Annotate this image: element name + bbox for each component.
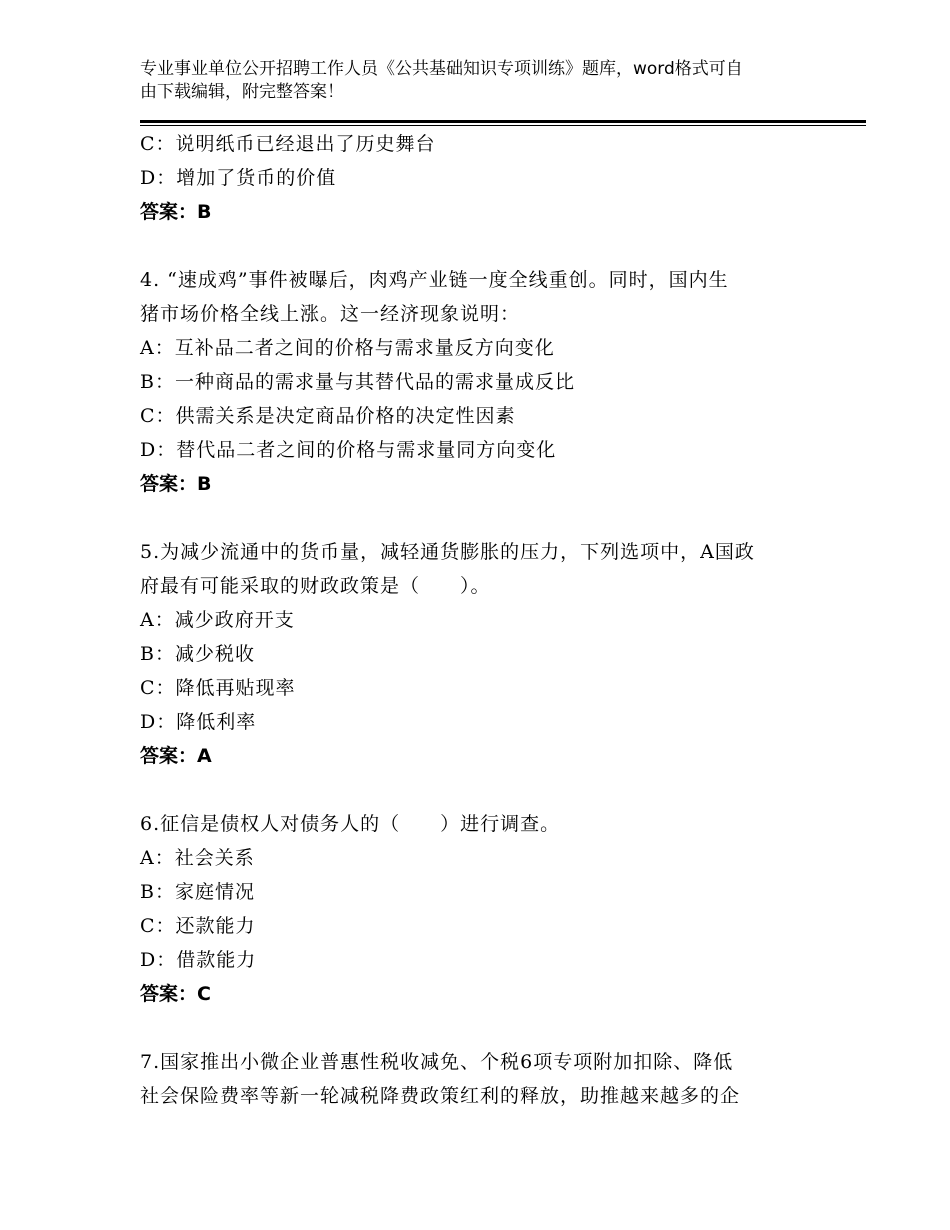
question-stem-line: 5.为减少流通中的货币量，减轻通货膨胀的压力，下列选项中，A国政 <box>140 541 755 563</box>
option-c: C：降低再贴现率 <box>140 677 296 699</box>
question-3 <box>140 127 830 229</box>
header-rule-thick <box>140 120 866 123</box>
question-5 <box>140 535 830 773</box>
question-gap <box>140 229 830 263</box>
header-line-1: 专业事业单位公开招聘工作人员《公共基础知识专项训练》题库，word格式可自 <box>140 59 743 79</box>
question-stem-line: 4. “速成鸡”事件被曝后，肉鸡产业链一度全线重创。同时，国内生 <box>140 269 729 291</box>
question-stem-line: 7.国家推出小微企业普惠性税收减免、个税6项专项附加扣除、降低 <box>140 1051 734 1073</box>
question-6 <box>140 807 830 1011</box>
option-d: D：增加了货币的价值 <box>140 167 337 189</box>
option-a: A：减少政府开支 <box>140 609 295 631</box>
question-stem-line: 社会保险费率等新一轮减税降费政策红利的释放，助推越来越多的企 <box>140 1085 741 1107</box>
answer: 答案：A <box>140 745 212 767</box>
option-b: B：家庭情况 <box>140 881 255 903</box>
answer: 答案：C <box>140 983 211 1005</box>
question-stem-line: 猪市场价格全线上涨。这一经济现象说明： <box>140 303 521 325</box>
header-rule-thin <box>140 125 866 126</box>
page-header <box>140 58 830 104</box>
option-a: A：互补品二者之间的价格与需求量反方向变化 <box>140 337 555 359</box>
question-gap <box>140 501 830 535</box>
option-d: D：降低利率 <box>140 711 257 733</box>
question-4 <box>140 263 830 501</box>
question-stem-line: 府最有可能采取的财政政策是（ ）。 <box>140 575 491 597</box>
question-7 <box>140 1045 830 1113</box>
question-gap <box>140 1011 830 1045</box>
option-c: C：说明纸币已经退出了历史舞台 <box>140 133 436 155</box>
question-stem-line: 6.征信是债权人对债务人的（ ）进行调查。 <box>140 813 561 835</box>
option-d: D：借款能力 <box>140 949 257 971</box>
option-b: B：减少税收 <box>140 643 255 665</box>
option-d: D：替代品二者之间的价格与需求量同方向变化 <box>140 439 557 461</box>
option-b: B：一种商品的需求量与其替代品的需求量成反比 <box>140 371 575 393</box>
option-c: C：还款能力 <box>140 915 256 937</box>
option-c: C：供需关系是决定商品价格的决定性因素 <box>140 405 516 427</box>
question-gap <box>140 773 830 807</box>
question-list <box>140 127 830 1113</box>
option-a: A：社会关系 <box>140 847 255 869</box>
answer: 答案：B <box>140 201 212 223</box>
answer: 答案：B <box>140 473 212 495</box>
header-line-2: 由下载编辑，附完整答案！ <box>140 82 344 102</box>
